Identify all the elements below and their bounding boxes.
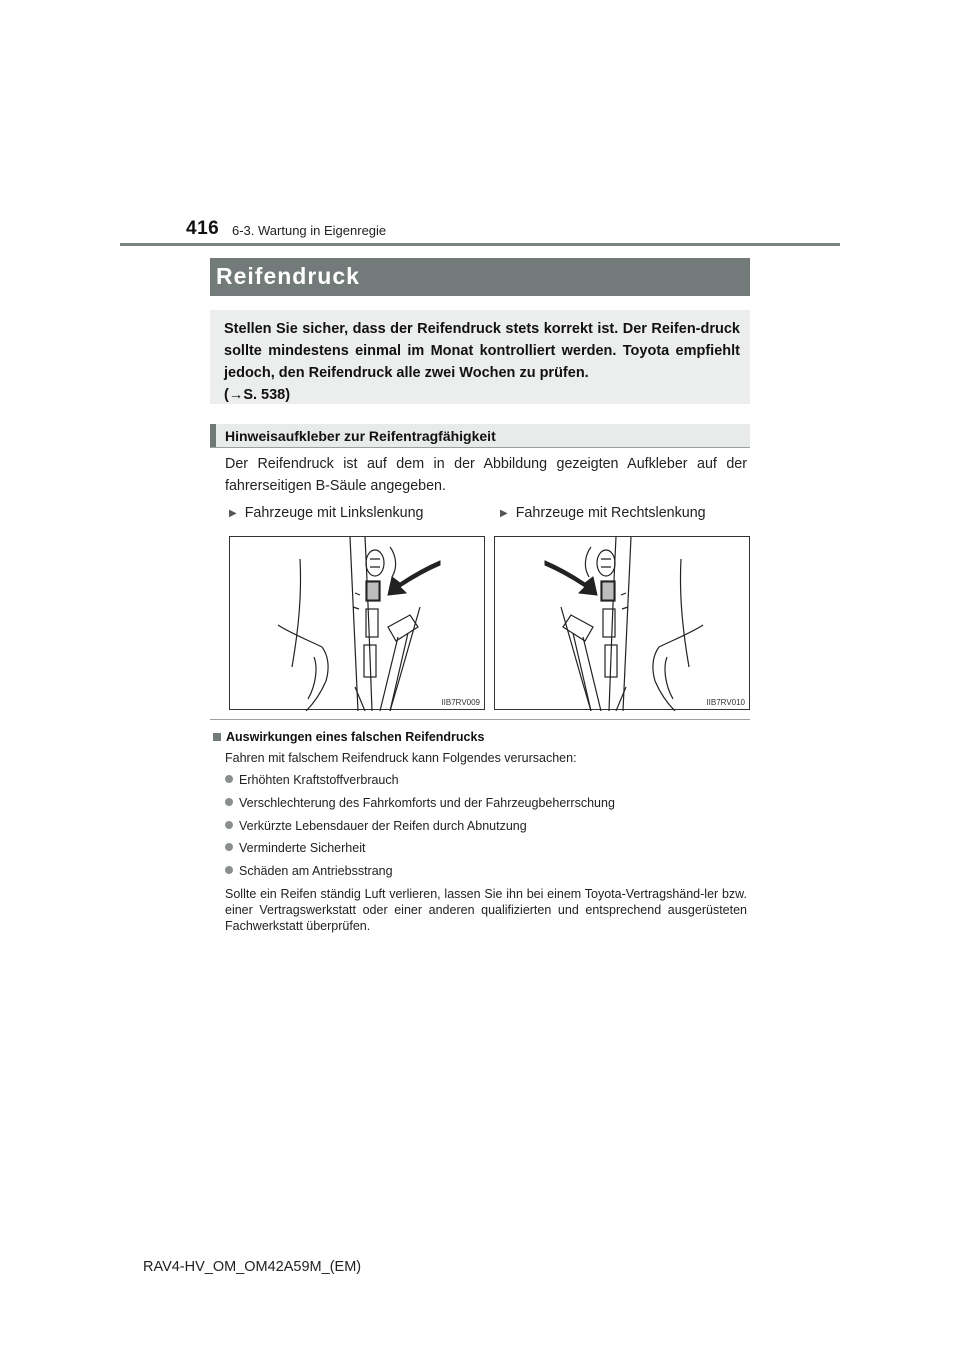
intro-page-reference[interactable]: (→S. 538) bbox=[224, 387, 291, 403]
b-pillar-illustration-lhd bbox=[230, 537, 486, 711]
intro-text: Stellen Sie sicher, dass der Reifendruck stets korrekt ist. Der Reifen-druck sollte mindestens einmal im Monat kontrolliert werden. Toyota empfiehlt jedoch, den Reifendruck alle zwei Wochen zu prüfen. (→S. 538) bbox=[224, 321, 740, 403]
effects-heading: Auswirkungen eines falschen Reifendrucks bbox=[213, 730, 484, 744]
round-bullet-icon bbox=[225, 843, 233, 851]
round-bullet-icon bbox=[225, 866, 233, 874]
page-title: Reifendruck bbox=[216, 263, 360, 289]
square-bullet-icon bbox=[213, 733, 221, 741]
page-number: 416 bbox=[186, 218, 220, 239]
round-bullet-icon bbox=[225, 821, 233, 829]
figure-rhd bbox=[494, 536, 750, 710]
triangle-right-icon: ▶ bbox=[500, 508, 508, 519]
effects-list bbox=[225, 773, 615, 887]
subheading-bar bbox=[210, 424, 750, 448]
pointer-arrow-icon bbox=[545, 561, 597, 595]
figure-code: IIB7RV009 bbox=[441, 698, 480, 707]
title-bar bbox=[210, 258, 750, 296]
triangle-right-icon: ▶ bbox=[229, 508, 237, 519]
list-item: Schäden am Antriebsstrang bbox=[225, 864, 615, 887]
subheading-rule bbox=[210, 447, 750, 448]
list-item: Verschlechterung des Fahrkomforts und der Fahrzeugbeherrschung bbox=[225, 796, 615, 819]
figure-code: IIB7RV010 bbox=[706, 698, 745, 707]
list-item: Erhöhten Kraftstoffverbrauch bbox=[225, 773, 615, 796]
effects-intro: Fahren mit falschem Reifendruck kann Folgendes verursachen: bbox=[225, 751, 577, 765]
header-rule bbox=[120, 243, 840, 246]
list-item: Verminderte Sicherheit bbox=[225, 841, 615, 864]
tire-pressure-label-icon bbox=[602, 582, 614, 600]
round-bullet-icon bbox=[225, 775, 233, 783]
footer-document-code: RAV4-HV_OM_OM42A59M_(EM) bbox=[143, 1259, 362, 1275]
round-bullet-icon bbox=[225, 798, 233, 806]
body-paragraph: Der Reifendruck ist auf dem in der Abbildung gezeigten Aufkleber auf der fahrerseitigen B-Säule angegeben. bbox=[225, 456, 747, 494]
figure-lhd bbox=[229, 536, 485, 710]
section-divider bbox=[210, 719, 750, 720]
list-item: Verkürzte Lebensdauer der Reifen durch Abnutzung bbox=[225, 819, 615, 842]
section-reference: 6-3. Wartung in Eigenregie bbox=[232, 223, 387, 238]
subheading: Hinweisaufkleber zur Reifentragfähigkeit bbox=[225, 428, 496, 444]
figure-caption-left: ▶ Fahrzeuge mit Linkslenkung bbox=[229, 505, 424, 521]
figure-caption-right: ▶ Fahrzeuge mit Rechtslenkung bbox=[500, 505, 706, 521]
b-pillar-illustration-rhd bbox=[495, 537, 751, 711]
intro-box bbox=[210, 310, 750, 404]
tire-pressure-label-icon bbox=[367, 582, 379, 600]
closing-paragraph: Sollte ein Reifen ständig Luft verlieren, lassen Sie ihn bei einem Toyota-Vertragshänd-ler bzw. einer Vertragswerkstatt oder einer anderen qualifizierten und entsprechend ausgerüsteten Fachwerkstatt überprüfen. bbox=[225, 887, 747, 933]
